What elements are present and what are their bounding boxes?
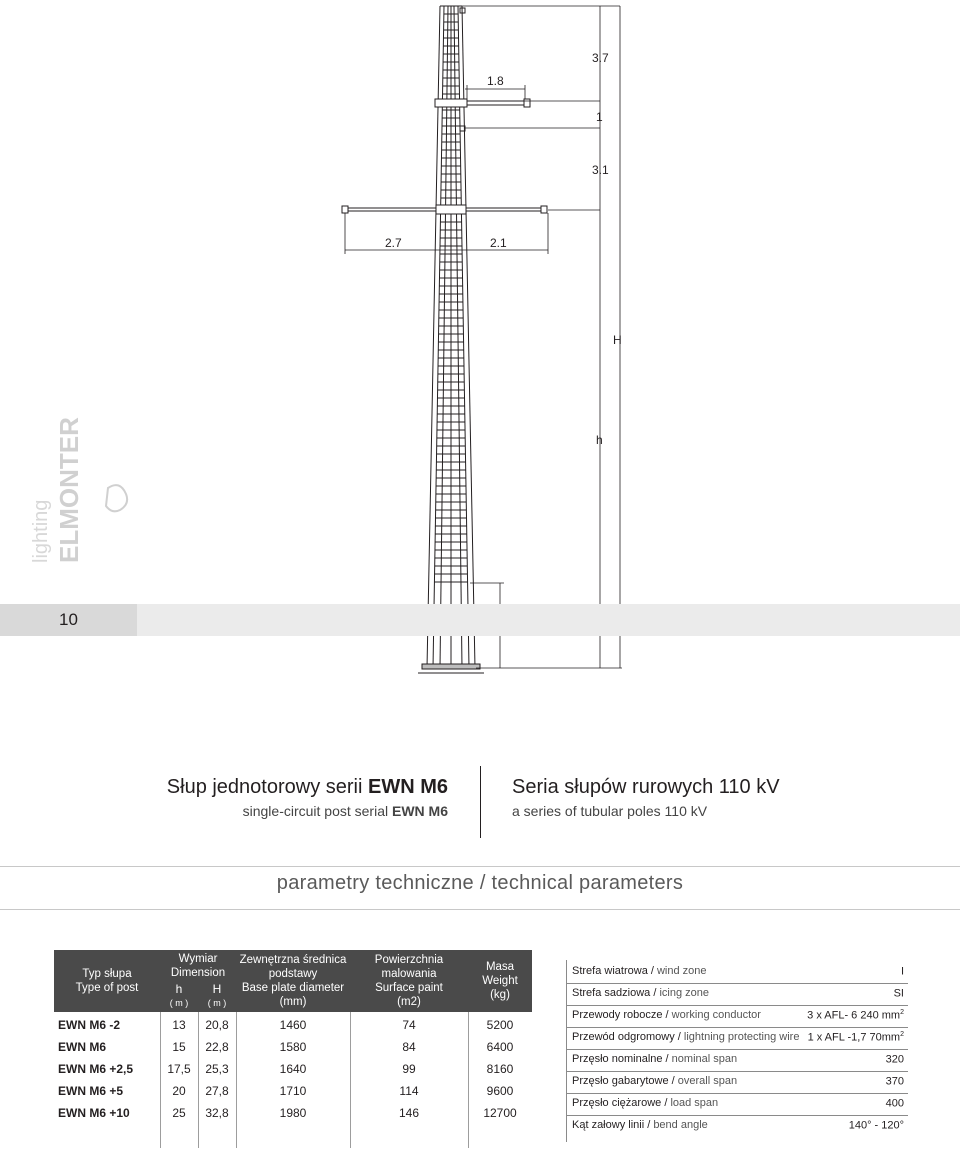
cell-h: 25: [172, 1106, 186, 1120]
zone-label-pl: Przewód odgromowy /: [572, 1031, 684, 1043]
cell-type: EWN M6 +2,5: [58, 1062, 134, 1076]
title-left-sub-model: EWN M6: [392, 803, 448, 819]
column-divider: [468, 1012, 469, 1148]
zone-label: [572, 1075, 737, 1087]
header-dimension-pl: Wymiar: [178, 953, 218, 965]
zone-label-en: lightning protecting wire: [683, 1031, 800, 1043]
column-divider: [236, 1012, 237, 1148]
zone-value: [849, 1119, 904, 1132]
zone-label-pl: Przęsło gabarytowe /: [572, 1075, 678, 1087]
zone-label-en: load span: [670, 1097, 719, 1109]
title-left-sub: [28, 803, 448, 819]
zone-value-text: I: [900, 965, 904, 978]
dimension-labels: [385, 51, 622, 635]
zone-label-en: icing zone: [659, 987, 709, 999]
header-mass-unit: (kg): [490, 989, 510, 1001]
table-row: [54, 1014, 532, 1036]
zone-row: [566, 1072, 908, 1094]
zone-label-en: overall span: [677, 1075, 738, 1087]
cell-H: 32,8: [205, 1106, 229, 1120]
cell-H: 20,8: [205, 1018, 229, 1032]
header-dimension: [160, 950, 236, 1012]
header-diameter-pl-2: podstawy: [268, 968, 318, 980]
cell-H: 22,8: [205, 1040, 229, 1054]
zone-label-pl: Przewody robocze /: [572, 1009, 672, 1021]
zone-label-pl: Strefa wiatrowa /: [572, 965, 657, 977]
cell-paint: 146: [398, 1106, 420, 1120]
zone-row: [566, 1028, 908, 1050]
header-diameter-pl-1: Zewnętrzna średnica: [239, 954, 347, 966]
zone-label-en: wind zone: [656, 965, 707, 977]
cell-paint: 114: [399, 1084, 419, 1098]
dim-crossarm-left-length: 2.7: [385, 236, 402, 250]
table-row: [54, 1080, 532, 1102]
column-divider: [160, 1012, 161, 1148]
dim-crossarm-mid-gap: 3.1: [592, 163, 609, 177]
zone-value-text: 140° - 120°: [848, 1119, 904, 1132]
cell-h: 13: [172, 1018, 186, 1032]
zone-value-text: SI: [893, 987, 904, 1000]
page-band: [0, 604, 960, 636]
zone-label: [572, 1119, 708, 1131]
zone-value: [886, 1097, 904, 1110]
spec-table-header: [54, 950, 532, 1012]
cell-paint: 99: [402, 1062, 416, 1076]
header-dimension-en: Dimension: [170, 967, 226, 979]
cell-paint: 84: [402, 1040, 416, 1054]
zone-row: [566, 1116, 908, 1138]
zone-value-sup: 2: [900, 1009, 904, 1016]
zone-label: [572, 965, 707, 977]
cell-diameter: 1710: [279, 1084, 307, 1098]
dim-total-height: H: [613, 333, 622, 347]
header-H-unit: ( m ): [207, 998, 227, 1008]
header-paint: [350, 950, 468, 1012]
title-right: [512, 776, 932, 819]
cell-diameter: 1980: [279, 1106, 307, 1120]
header-type-pl: Typ słupa: [82, 968, 132, 980]
zone-value: [886, 1053, 904, 1066]
crossarm-lower: [342, 205, 547, 214]
zone-label: [572, 987, 709, 999]
cell-diameter: 1460: [279, 1018, 307, 1032]
column-divider: [350, 1012, 351, 1148]
cell-h: 17,5: [167, 1062, 191, 1076]
cell-h: 20: [172, 1084, 186, 1098]
table-row: [54, 1058, 532, 1080]
cell-H: 25,3: [205, 1062, 229, 1076]
divider-top: [0, 866, 960, 867]
pole-base: [418, 664, 484, 673]
brand-logo: [30, 417, 138, 568]
zone-label: [572, 1053, 737, 1065]
header-paint-en: Surface paint: [375, 982, 443, 994]
header-mass-en: Weight: [482, 975, 518, 987]
cell-weight: 12700: [483, 1106, 517, 1120]
cell-type: EWN M6 -2: [58, 1018, 121, 1032]
zone-value-text: 320: [885, 1053, 904, 1066]
zone-label-pl: Strefa sadziowa /: [572, 987, 660, 999]
cell-type: EWN M6: [58, 1040, 106, 1054]
title-divider: [480, 766, 481, 838]
zone-value-text: 370: [885, 1075, 904, 1088]
header-H: [208, 982, 227, 1010]
zone-label: [572, 1097, 718, 1109]
zone-value-text: 1 x AFL -1,7 70mm: [807, 1031, 901, 1044]
params-heading: parametry techniczne / technical parameters: [276, 872, 684, 894]
zone-label-en: working conductor: [671, 1009, 761, 1021]
header-diameter-unit: (mm): [279, 996, 307, 1008]
dim-crossarm-right-length: 2.1: [490, 236, 507, 250]
cell-H: 27,8: [205, 1084, 229, 1098]
title-right-sub: a series of tubular poles 110 kV: [512, 803, 708, 819]
zone-label-en: bend angle: [653, 1119, 708, 1131]
header-H-label: H: [212, 982, 222, 996]
title-left-sub-text: single-circuit post serial: [242, 803, 392, 819]
dim-crossarm-top-length: 1.8: [487, 74, 504, 88]
header-mass-pl: Masa: [485, 961, 515, 973]
zone-value: [808, 1031, 904, 1044]
table-row: [54, 1036, 532, 1058]
page-number: 10: [0, 604, 137, 636]
brand-name: ELMONTER: [54, 417, 84, 563]
header-paint-pl: Powierzchnia malowania: [374, 954, 444, 980]
cell-diameter: 1580: [279, 1040, 307, 1054]
column-divider: [198, 1012, 199, 1148]
cell-diameter: 1640: [279, 1062, 307, 1076]
zone-value-text: 3 x AFL- 6 240 mm: [807, 1009, 901, 1022]
cell-type: EWN M6 +10: [58, 1106, 130, 1120]
zone-value: [886, 1075, 904, 1088]
zone-label-en: nominal span: [671, 1053, 738, 1065]
zone-value-sup: 2: [900, 1031, 904, 1038]
header-diameter-en: Base plate diameter: [241, 982, 345, 994]
title-left-main: [28, 776, 448, 799]
zone-label: [572, 1031, 799, 1043]
dim-crossarm-vertical-gap: 1: [596, 110, 603, 124]
zone-label-pl: Przęsło ciężarowe /: [572, 1097, 671, 1109]
zone-value: [894, 987, 904, 1000]
dim-pole-height: h: [596, 433, 603, 447]
title-right-main: Seria słupów rurowych 110 kV: [512, 776, 780, 798]
header-h-label: h: [175, 982, 183, 996]
zone-row: [566, 984, 908, 1006]
table-row: [54, 1102, 532, 1124]
zone-value: [901, 965, 904, 978]
elephant-logo-icon: [30, 417, 138, 568]
header-diameter: [236, 950, 350, 1012]
title-left-main-model: EWN M6: [368, 776, 448, 798]
header-h-unit: ( m ): [169, 998, 189, 1008]
cell-weight: 8160: [486, 1062, 514, 1076]
header-dimension-sub: [160, 982, 236, 1010]
zone-row: [566, 1050, 908, 1072]
zone-label-pl: Kąt załowy linii /: [572, 1119, 654, 1131]
header-paint-unit: (m2): [397, 996, 421, 1008]
cell-weight: 6400: [486, 1040, 514, 1054]
cell-weight: 5200: [486, 1018, 514, 1032]
dim-top-gap: 3.7: [592, 51, 609, 65]
zone-label: [572, 1009, 761, 1021]
header-type-en: Type of post: [75, 982, 139, 994]
title-left: [28, 776, 448, 819]
cell-weight: 9600: [486, 1084, 514, 1098]
zone-value: [807, 1009, 904, 1022]
zone-label-pl: Przęsło nominalne /: [572, 1053, 672, 1065]
divider-bottom: [0, 909, 960, 910]
brand-tagline: lighting: [30, 499, 52, 563]
cell-paint: 74: [402, 1018, 416, 1032]
zone-row: [566, 1094, 908, 1116]
title-left-main-text: Słup jednotorowy serii: [166, 776, 368, 798]
cell-h: 15: [172, 1040, 186, 1054]
cell-type: EWN M6 +5: [58, 1084, 124, 1098]
zone-value-text: 400: [885, 1097, 904, 1110]
header-mass: [468, 950, 532, 1012]
zone-row: [566, 1006, 908, 1028]
header-type: [54, 950, 160, 1012]
zone-row: [566, 962, 908, 984]
header-h: [170, 982, 189, 1010]
